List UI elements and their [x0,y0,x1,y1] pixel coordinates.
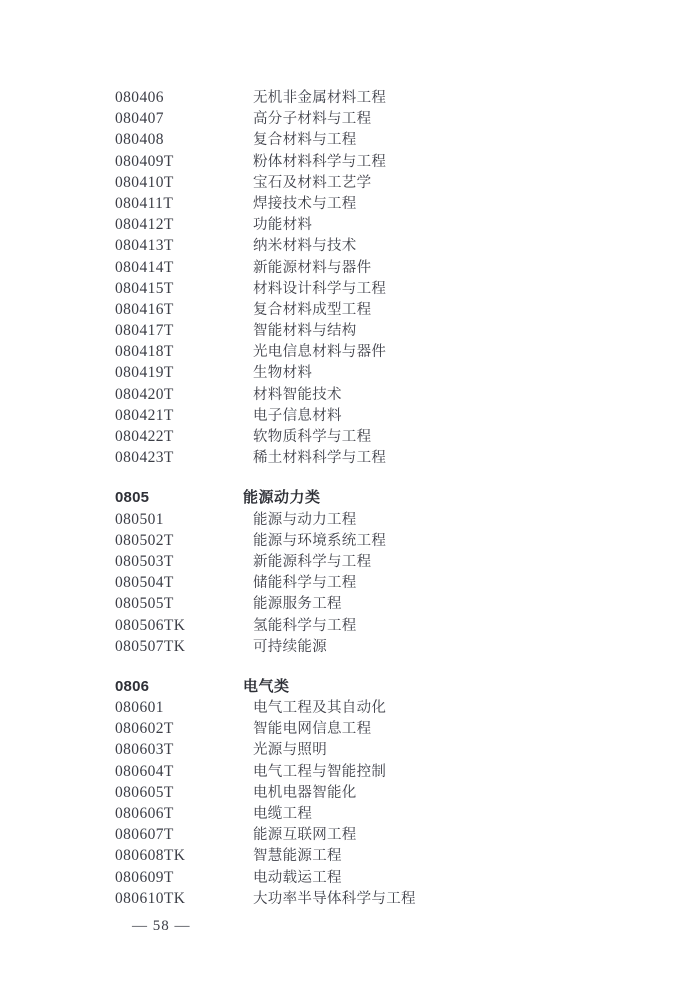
major-name: 材料智能技术 [253,386,342,403]
major-code: 080419T [115,364,174,382]
major-code: 080420T [115,385,174,403]
major-name: 新能源科学与工程 [253,553,372,570]
major-code: 080418T [115,343,174,361]
major-row [0,509,700,530]
major-row [0,530,700,551]
major-code: 080408 [115,131,164,149]
major-name: 智能材料与结构 [253,323,357,340]
major-name: 焊接技术与工程 [253,195,357,212]
major-row [0,803,700,824]
major-name: 软物质科学与工程 [253,429,372,445]
major-name: 氢能科学与工程 [253,617,357,634]
major-code: 080605T [115,783,174,801]
major-category-section [0,676,700,909]
major-name: 智慧能源工程 [253,848,342,865]
major-name: 能源互联网工程 [253,827,357,844]
major-row [0,888,700,909]
major-row [0,867,700,888]
major-row [0,782,700,803]
major-code: 080411T [115,194,174,212]
major-row [0,405,700,426]
major-row [0,193,700,214]
major-name: 电缆工程 [253,806,313,822]
major-name: 智能电网信息工程 [253,721,372,738]
major-code: 080415T [115,279,174,297]
major-row [0,593,700,614]
major-code: 080506TK [115,616,186,634]
major-name: 光电信息材料与器件 [253,344,387,361]
category-code: 0805 [115,489,150,507]
major-name: 宝石及材料工艺学 [253,174,372,191]
major-name: 电动载运工程 [253,869,342,886]
major-code: 080603T [115,741,174,759]
major-code: 080507TK [115,637,186,655]
major-name: 电气工程与智能控制 [253,763,387,780]
major-code: 080410T [115,173,174,191]
major-name: 电子信息材料 [253,407,342,424]
major-code: 080421T [115,406,174,424]
major-code: 080601 [115,699,164,717]
major-code: 080610TK [115,889,186,907]
major-row [0,362,700,383]
major-row [0,824,700,845]
major-code: 080423T [115,449,174,467]
major-name: 生物材料 [253,365,313,382]
major-row [0,257,700,278]
major-category-section [0,87,700,468]
major-category-section [0,487,700,657]
major-code: 080407 [115,110,164,128]
major-code: 080504T [115,574,174,592]
major-row [0,426,700,447]
major-row [0,108,700,129]
major-row [0,129,700,150]
major-code: 080417T [115,322,174,340]
major-row [0,845,700,866]
major-code: 080416T [115,300,174,318]
major-row [0,214,700,235]
major-name: 能源与动力工程 [253,511,357,528]
major-code: 080422T [115,428,174,445]
page-number: — 58 — [132,917,191,934]
major-row [0,87,700,108]
major-row [0,551,700,572]
major-name: 功能材料 [253,217,313,234]
major-code: 080606T [115,805,174,822]
category-header-row [0,487,700,508]
major-name: 光源与照明 [253,742,327,759]
major-code: 080413T [115,237,174,255]
category-code: 0806 [115,677,150,695]
major-code: 080608TK [115,847,186,865]
major-name: 可持续能源 [253,638,327,655]
major-code: 080602T [115,720,174,738]
major-code: 080414T [115,258,174,276]
major-row [0,718,700,739]
major-code: 080502T [115,531,174,549]
major-row [0,320,700,341]
major-row [0,697,700,718]
major-code: 080406 [115,89,164,106]
major-name: 储能科学与工程 [253,575,357,592]
category-header-row [0,676,700,697]
major-row [0,172,700,193]
category-name: 电气类 [243,677,290,695]
major-name: 无机非金属材料工程 [253,90,387,106]
major-code: 080609T [115,868,174,886]
major-row [0,299,700,320]
major-code: 080503T [115,552,174,570]
major-row [0,341,700,362]
major-row [0,636,700,657]
major-code: 080607T [115,826,174,844]
major-row [0,761,700,782]
major-code: 080604T [115,762,174,780]
category-name: 能源动力类 [243,489,321,507]
major-row [0,278,700,299]
major-name: 能源与环境系统工程 [253,532,387,549]
major-name: 纳米材料与技术 [253,238,357,255]
major-row [0,739,700,760]
major-name: 新能源材料与器件 [253,259,372,276]
major-name: 材料设计科学与工程 [253,280,387,297]
major-row [0,151,700,172]
major-row [0,572,700,593]
major-row [0,384,700,405]
major-code: 080505T [115,595,174,613]
major-row [0,235,700,256]
major-name: 电气工程及其自动化 [253,700,387,717]
major-name: 电机电器智能化 [253,784,357,801]
major-name: 复合材料成型工程 [253,301,372,318]
major-code: 080409T [115,152,174,170]
major-name: 稀土材料科学与工程 [253,450,387,467]
major-row [0,447,700,468]
major-name: 高分子材料与工程 [253,111,372,128]
major-name: 复合材料与工程 [253,132,357,149]
major-name: 粉体材料科学与工程 [253,153,387,170]
major-name: 能源服务工程 [253,596,342,613]
major-code: 080412T [115,216,174,234]
major-name: 大功率半导体科学与工程 [253,890,416,907]
major-row [0,615,700,636]
major-code: 080501 [115,510,164,528]
